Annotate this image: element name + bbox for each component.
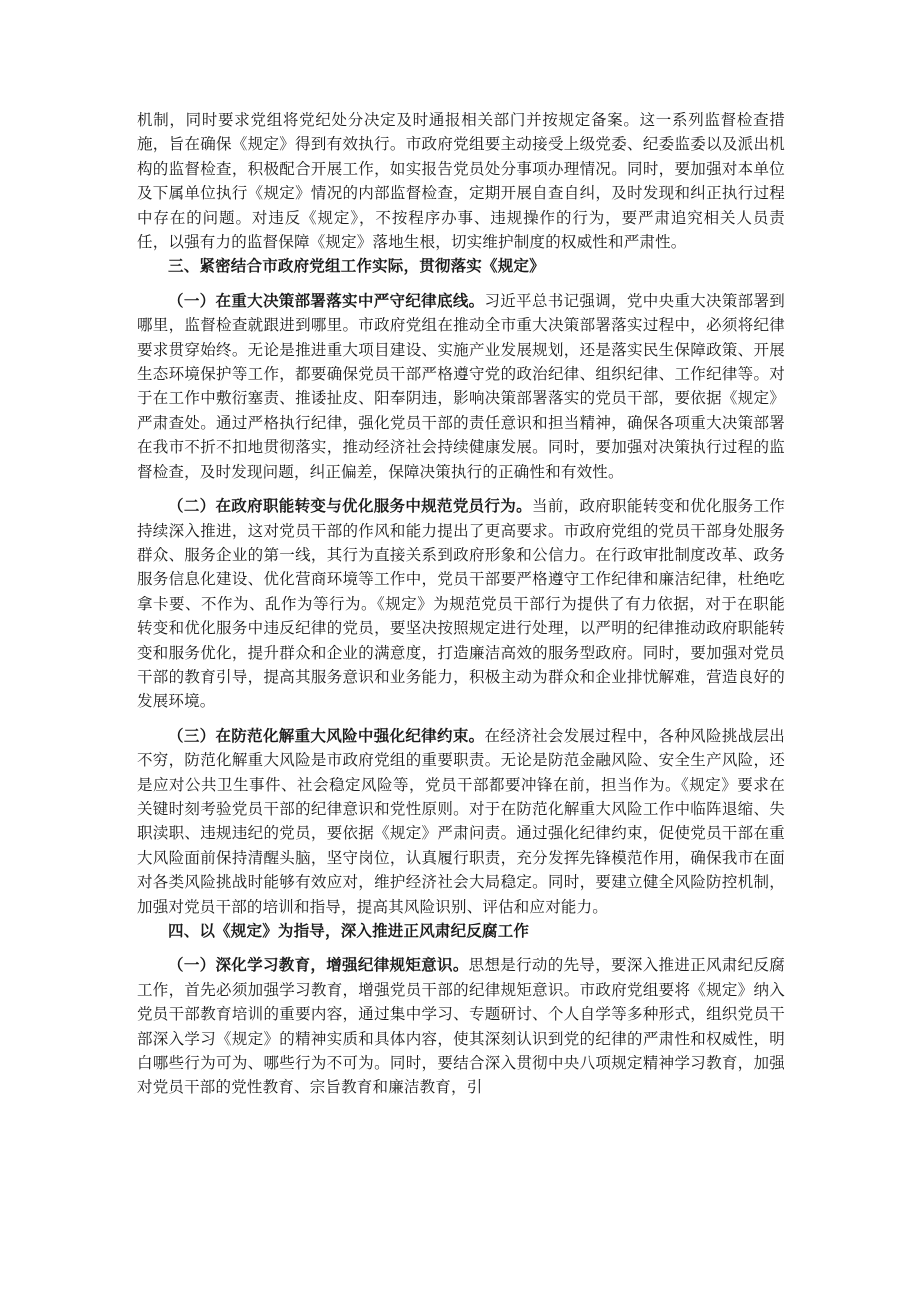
paragraph-lead: （一）深化学习教育，增强纪律规矩意识。 <box>168 955 469 975</box>
paragraph-continued: 机制，同时要求党组将党纪处分决定及时通报相关部门并按规定备案。这一系列监督检查措施，旨在确保《规定》得到有效执行。市政府党组要主动接受上级党委、纪委监委以及派出机构的监督检查，积极配合开展工作，如实报告党员处分事项办理情况。同时，要加强对本单位及下属单位执行《规定》情况的内部监督检查，定期开展自查自纠，及时发现和纠正执行过程中存在的问题。对违反《规定》，不按程序办事、违规操作的行为，要严肃追究相关人员责任，以强有力的监督保障《规定》落地生根，切实维护制度的权威性和严肃性。 <box>137 111 785 252</box>
paragraph-body: 当前，政府职能转变和优化服务工作持续深入推进，这对党员干部的作风和能力提出了更高要求。市政府党组的党员干部身处服务群众、服务企业的第一线，其行为直接关系到政府形象和公信力。在行政审批制度改革、政务服务信息化建设、优化营商环境等工作中，党员干部要严格遵守工作纪律和廉洁纪律，杜绝吃拿卡要、不作为、乱作为等行为。《规定》为规范党员干部行为提供了有力依据，对于在职能转变和优化服务中违反纪律的党员，要坚决按照规定进行处理，以严明的纪律推动政府职能转变和服务优化，提升群众和企业的满意度，打造廉洁高效的服务型政府。同时，要加强对党员干部的教育引导，提高其服务意识和业务能力，积极主动为群众和企业排忧解难，营造良好的发展环境。 <box>137 497 786 711</box>
paragraph-3-2 <box>137 494 785 714</box>
paragraph-body: 思想是行动的先导，要深入推进正风肃纪反腐工作，首先必须加强学习教育，增强党员干部的纪律规矩意识。市政府党组要将《规定》纳入党员干部教育培训的重要内容，通过集中学习、专题研讨、个人自学等多种形式，组织党员干部深入学习《规定》的精神实质和具体内容，使其深刻认识到党的纪律的严肃性和权威性，明白哪些行为可为、哪些行为不可为。同时，要结合深入贯彻中央八项规定精神学习教育，加强对党员干部的党性教育、宗旨教育和廉洁教育，引 <box>137 956 785 1097</box>
paragraph-lead: （二）在政府职能转变与优化服务中规范党员行为。 <box>168 496 532 516</box>
paragraph-lead: （三）在防范化解重大风险中强化纪律约束。 <box>168 725 485 745</box>
paragraph-4-1 <box>137 953 785 1099</box>
paragraph-body: 在经济社会发展过程中，各种风险挑战层出不穷，防范化解重大风险是市政府党组的重要职责。无论是防范金融风险、安全生产风险，还是应对公共卫生事件、社会稳定风险等，党员干部都要冲锋在前，担当作为。《规定》要求在关键时刻考验党员干部的纪律意识和党性原则。对于在防范化解重大风险工作中临阵退缩、失职渎职、违规违纪的党员，要依据《规定》严肃问责。通过强化纪律约束，促使党员干部在重大风险面前保持清醒头脑，坚守岗位，认真履行职责，充分发挥先锋模范作用，确保我市在面对各类风险挑战时能够有效应对，维护经济社会大局稳定。同时，要建立健全风险防控机制，加强对党员干部的培训和指导，提高其风险识别、评估和应对能力。 <box>137 726 785 916</box>
paragraph-lead: （一）在重大决策部署落实中严守纪律底线。 <box>168 290 485 310</box>
paragraph-body: 习近平总书记强调，党中央重大决策部署到哪里，监督检查就跟进到哪里。市政府党组在推动全市重大决策部署落实过程中，必须将纪律要求贯穿始终。无论是推进重大项目建设、实施产业发展规划，还是落实民生保障政策、开展生态环境保护等工作，都要确保党员干部严格遵守党的政治纪律、组织纪律、工作纪律等。对于在工作中敷衍塞责、推诿扯皮、阳奉阴违，影响决策部署落实的党员干部，要依据《规定》严肃查处。通过严格执行纪律，强化党员干部的责任意识和担当精神，确保各项重大决策部署在我市不折不扣地贯彻落实，推动经济社会持续健康发展。同时，要加强对决策执行过程的监督检查，及时发现问题，纠正偏差，保障决策执行的正确性和有效性。 <box>137 291 785 481</box>
document-page <box>137 108 785 1100</box>
section-heading-4: 四、以《规定》为指导，深入推进正风肃纪反腐工作 <box>168 921 530 940</box>
paragraph-3-3 <box>137 724 785 919</box>
section-heading-3: 三、紧密结合市政府党组工作实际，贯彻落实《规定》 <box>168 256 545 276</box>
paragraph-3-1 <box>137 289 785 484</box>
